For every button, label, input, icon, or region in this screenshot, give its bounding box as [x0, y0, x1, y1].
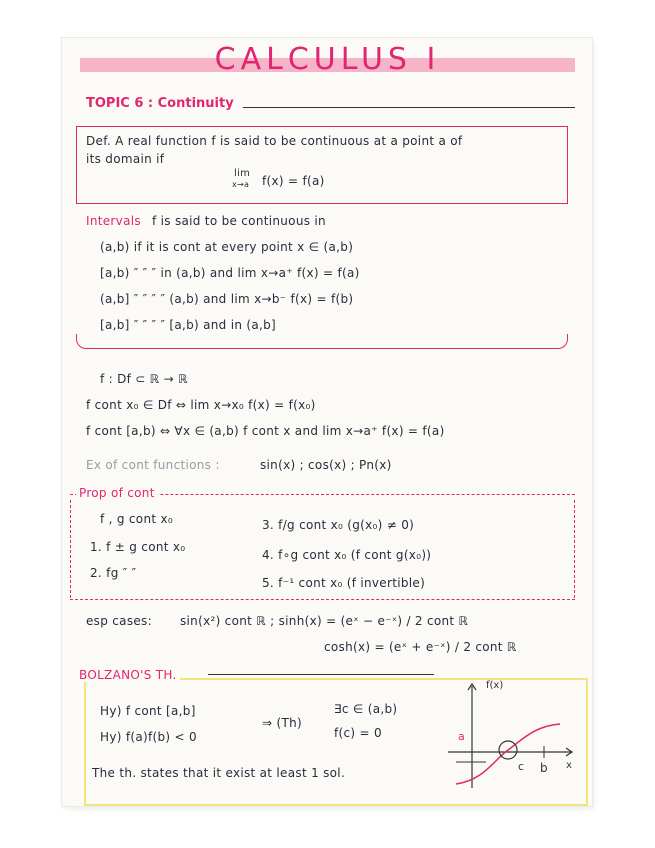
special-case-2: cosh(x) = (eˣ + e⁻ˣ) / 2 cont ℝ	[324, 640, 517, 654]
intervals-brace	[76, 334, 568, 349]
property-left-3: 2. fg ″ ″	[90, 566, 137, 580]
graph-x-label: x	[566, 760, 572, 771]
examples-list: sin(x) ; cos(x) ; Pn(x)	[260, 458, 392, 472]
properties-label: Prop of cont	[76, 486, 158, 500]
special-case-1: sin(x²) cont ℝ ; sinh(x) = (eˣ − e⁻ˣ) / 2 cont ℝ	[180, 614, 469, 628]
thesis-1: ∃c ∈ (a,b)	[334, 702, 398, 716]
bolzano-underline	[208, 674, 434, 675]
definition-lim-sub: x→a	[232, 180, 250, 189]
properties-box-right-edge	[574, 500, 575, 598]
properties-box-left-edge	[70, 500, 71, 598]
bolzano-statement: The th. states that it exist at least 1 sol.	[92, 766, 346, 780]
special-cases-label: esp cases:	[86, 614, 152, 628]
property-right-2: 4. f∘g cont x₀ (f cont g(x₀))	[262, 548, 432, 562]
definition-formula: f(x) = f(a)	[262, 174, 325, 188]
definition-lim: lim	[234, 168, 251, 179]
intervals-intro: f is said to be continuous in	[152, 214, 326, 228]
page-title: CALCULUS I	[214, 42, 441, 77]
intervals-label: Intervals	[86, 214, 141, 228]
topic-heading: TOPIC 6 : Continuity	[86, 96, 234, 111]
property-right-3: 5. f⁻¹ cont x₀ (f invertible)	[262, 576, 426, 590]
implies-thesis: ⇒ (Th)	[262, 716, 302, 730]
definition-line-2: its domain if	[86, 152, 165, 166]
graph-b-label: b	[540, 761, 548, 775]
bolzano-label: BOLZANO'S TH.	[76, 668, 180, 682]
property-left-1: f , g cont x₀	[100, 512, 173, 526]
definition-line-1: Def. A real function f is said to be continuous at a point a of	[86, 134, 463, 148]
interval-row-4: [a,b] ″ ″ ″ ″ [a,b) and in (a,b]	[100, 318, 277, 332]
cont-interval-equivalence: f cont [a,b) ⇔ ∀x ∈ (a,b) f cont x and lim x→a⁺ f(x) = f(a)	[86, 424, 445, 438]
bolzano-graph	[444, 680, 578, 792]
interval-row-2: [a,b) ″ ″ ″ in (a,b) and lim x→a⁺ f(x) = f(a)	[100, 266, 360, 280]
graph-a-label: a	[458, 730, 465, 743]
property-left-2: 1. f ± g cont x₀	[90, 540, 186, 554]
topic-underline	[243, 107, 575, 108]
hypothesis-2: Hy) f(a)f(b) < 0	[100, 730, 197, 744]
cont-point-equivalence: f cont x₀ ∈ Df ⇔ lim x→x₀ f(x) = f(x₀)	[86, 398, 316, 412]
thesis-2: f(c) = 0	[334, 726, 382, 740]
hypothesis-1: Hy) f cont [a,b]	[100, 704, 196, 718]
examples-label: Ex of cont functions :	[86, 458, 220, 472]
interval-row-1: (a,b) if it is cont at every point x ∈ (a,b)	[100, 240, 354, 254]
property-right-1: 3. f/g cont x₀ (g(x₀) ≠ 0)	[262, 518, 415, 532]
domain-mapping: f : Df ⊂ ℝ → ℝ	[100, 372, 188, 386]
graph-c-label: c	[518, 760, 525, 773]
graph-y-label: f(x)	[486, 680, 504, 691]
interval-row-3: (a,b] ″ ″ ″ ″ (a,b) and lim x→b⁻ f(x) = f(b)	[100, 292, 354, 306]
